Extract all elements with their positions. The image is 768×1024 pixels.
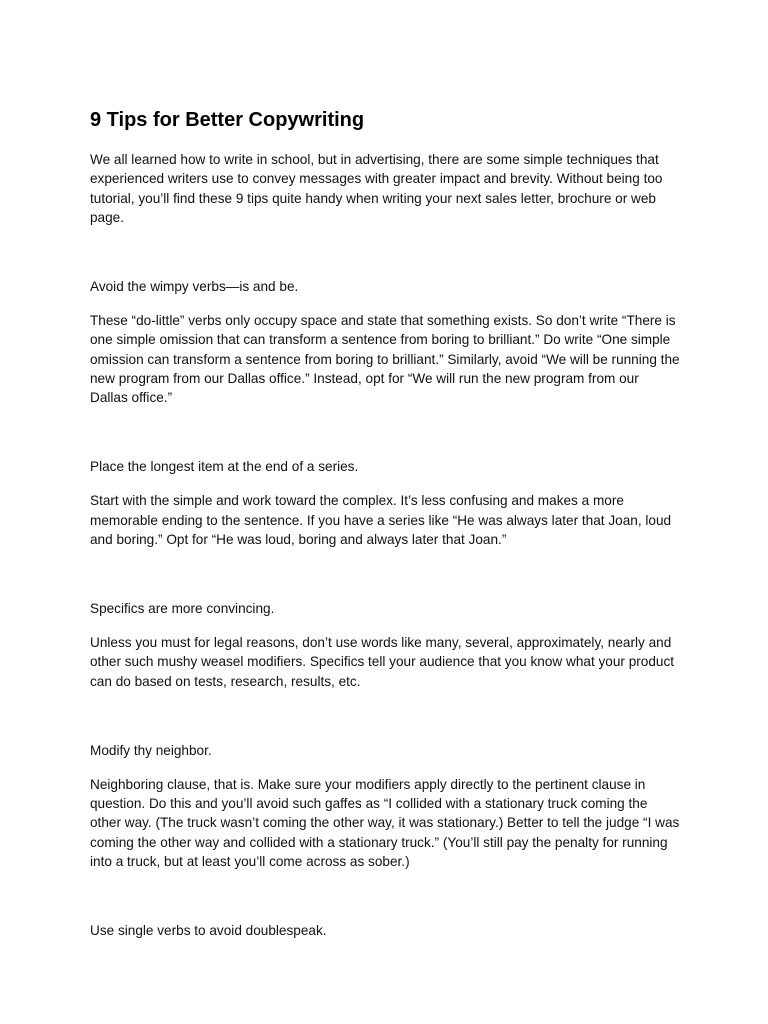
tip-body: Unless you must for legal reasons, don’t use words like many, several, approximately, nearly and other such mushy weasel modifiers. Specifics tell your audience that you know what your product can do based on tests, research, results, etc. (90, 634, 675, 689)
tip-section (90, 741, 680, 871)
document-content (90, 106, 680, 955)
tip-body: Neighboring clause, that is. Make sure your modifiers apply directly to the pertinent clause in question. Do this and you’ll avoid such gaffes as “I collided with a stationary truck coming the other way. (The truck wasn’t coming the other way, it was stationary.) Better to tell the judge “I was coming the other way and collided with a stationary truck.” (You’ll still pay the penalty for running into a truck, but at least you’ll come across as sober.) (90, 776, 680, 869)
tip-section (90, 599, 680, 691)
tip-heading: Avoid the wimpy verbs—is and be. (90, 279, 299, 295)
tip-section (90, 277, 680, 407)
tip-body: These “do-little” verbs only occupy space and state that something exists. So don’t write “There is one simple omission that can transform a sentence from boring to brilliant.” Do write “One simple omission can transform a sentence from boring to brilliant.” Similarly, avoid “We will be running the new program from our Dallas office.” Instead, opt for “We will run the new program from our Dallas office.” (90, 312, 680, 406)
tip-section (90, 457, 680, 549)
tip-heading: Modify thy neighbor. (90, 742, 212, 758)
tip-heading: Use single verbs to avoid doublespeak. (90, 923, 327, 939)
document-title: 9 Tips for Better Copywriting (90, 109, 365, 131)
intro-paragraph: We all learned how to write in school, but in advertising, there are some simple techniques that experienced writers use to convey messages with greater impact and brevity. Without being too tutorial, you’ll find these 9 tips quite handy when writing your next sales letter, brochure or web page. (90, 152, 663, 225)
tip-heading: Specifics are more convincing. (90, 601, 275, 617)
tip-body: Start with the simple and work toward the complex. It’s less confusing and makes a more memorable ending to the sentence. If you have a series like “He was always later that Joan, loud and boring.” Opt for “He was loud, boring and always later that Joan.” (90, 493, 672, 547)
tip-heading: Place the longest item at the end of a series. (90, 459, 359, 475)
tip-section (90, 921, 680, 940)
